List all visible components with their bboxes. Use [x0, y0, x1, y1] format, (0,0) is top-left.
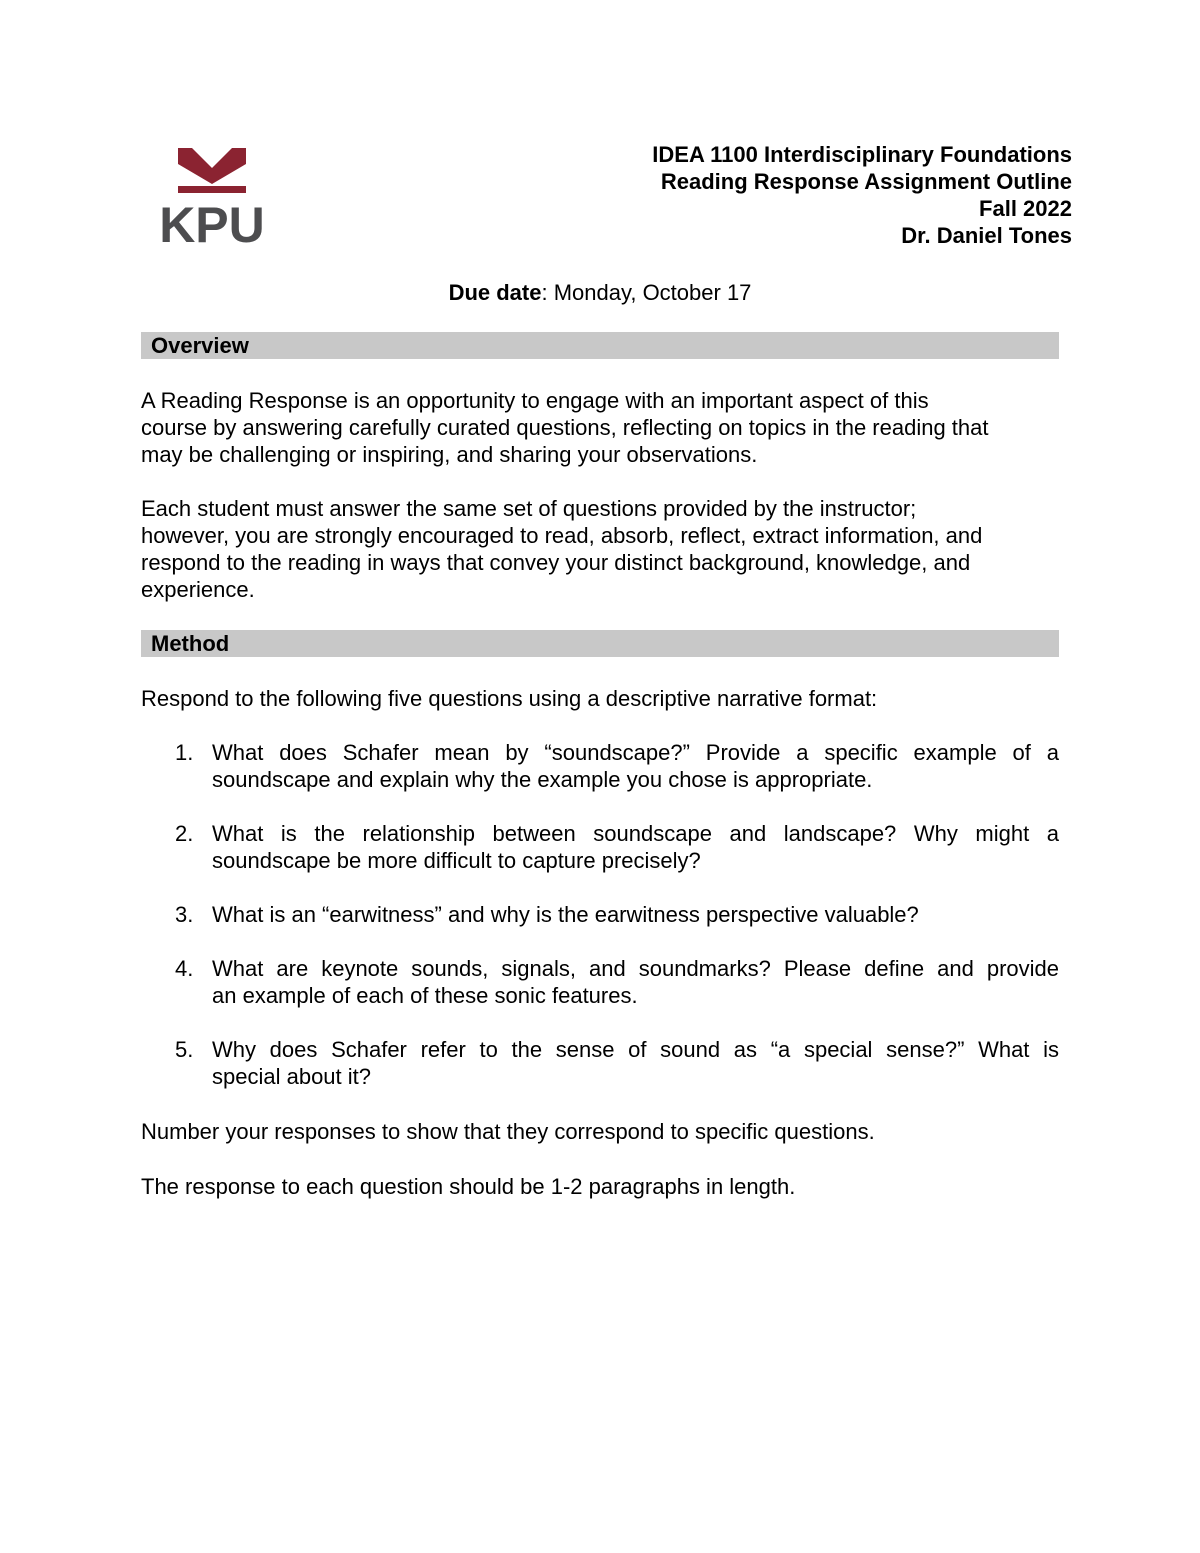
question-item — [141, 739, 1059, 793]
text-line: respond to the reading in ways that convey your distinct background, knowledge, and — [141, 550, 971, 575]
question-number: 2. — [175, 821, 194, 846]
text-line: A Reading Response is an opportunity to engage with an important aspect of this — [141, 388, 929, 413]
question-item — [141, 1036, 1059, 1090]
kpu-logo-text: KPU — [159, 197, 265, 246]
course-title: IDEA 1100 Interdisciplinary Foundations — [652, 142, 1072, 167]
question-item — [141, 955, 1059, 1009]
question-item — [141, 820, 1059, 874]
kpu-logo — [156, 146, 268, 246]
overview-paragraph-1 — [141, 387, 1059, 468]
length-note: The response to each question should be 1-2 paragraphs in length. — [141, 1174, 796, 1199]
due-date-label: Due date — [448, 280, 542, 305]
question-line: Why does Schafer refer to the sense of sound as “a special sense?” What is — [212, 1037, 1059, 1062]
due-date-value: : Monday, October 17 — [541, 280, 752, 305]
question-number: 3. — [175, 902, 194, 927]
question-line: an example of each of these sonic features. — [212, 983, 638, 1008]
method-heading: Method — [141, 630, 1059, 657]
numbering-note: Number your responses to show that they correspond to specific questions. — [141, 1119, 875, 1144]
assignment-title: Reading Response Assignment Outline — [660, 169, 1072, 194]
kpu-logo-chevron-icon — [178, 148, 246, 184]
question-number: 5. — [175, 1037, 194, 1062]
instructor-name: Dr. Daniel Tones — [901, 223, 1072, 248]
due-date — [0, 279, 1200, 306]
question-line: What does Schafer mean by “soundscape?” Provide a specific example of a — [212, 740, 1059, 765]
method-intro: Respond to the following five questions using a descriptive narrative format: — [141, 686, 878, 711]
text-line: experience. — [141, 577, 255, 602]
question-line: soundscape be more difficult to capture precisely? — [212, 848, 701, 873]
text-line: however, you are strongly encouraged to read, absorb, reflect, extract information, and — [141, 523, 983, 548]
question-list — [141, 739, 1059, 1090]
course-header — [652, 141, 1072, 249]
question-line: soundscape and explain why the example you chose is appropriate. — [212, 767, 873, 792]
question-line: What is the relationship between soundscape and landscape? Why might a — [212, 821, 1059, 846]
question-line: What is an “earwitness” and why is the earwitness perspective valuable? — [212, 902, 919, 927]
question-item — [141, 901, 1059, 928]
question-line: special about it? — [212, 1064, 371, 1089]
overview-heading: Overview — [141, 332, 1059, 359]
term: Fall 2022 — [979, 196, 1072, 221]
text-line: Each student must answer the same set of questions provided by the instructor; — [141, 496, 917, 521]
question-line: What are keynote sounds, signals, and soundmarks? Please define and provide — [212, 956, 1059, 981]
text-line: course by answering carefully curated questions, reflecting on topics in the reading that — [141, 415, 989, 440]
question-number: 1. — [175, 740, 194, 765]
question-number: 4. — [175, 956, 194, 981]
overview-paragraph-2 — [141, 495, 1059, 603]
kpu-logo-bar-icon — [178, 186, 246, 193]
text-line: may be challenging or inspiring, and sharing your observations. — [141, 442, 758, 467]
